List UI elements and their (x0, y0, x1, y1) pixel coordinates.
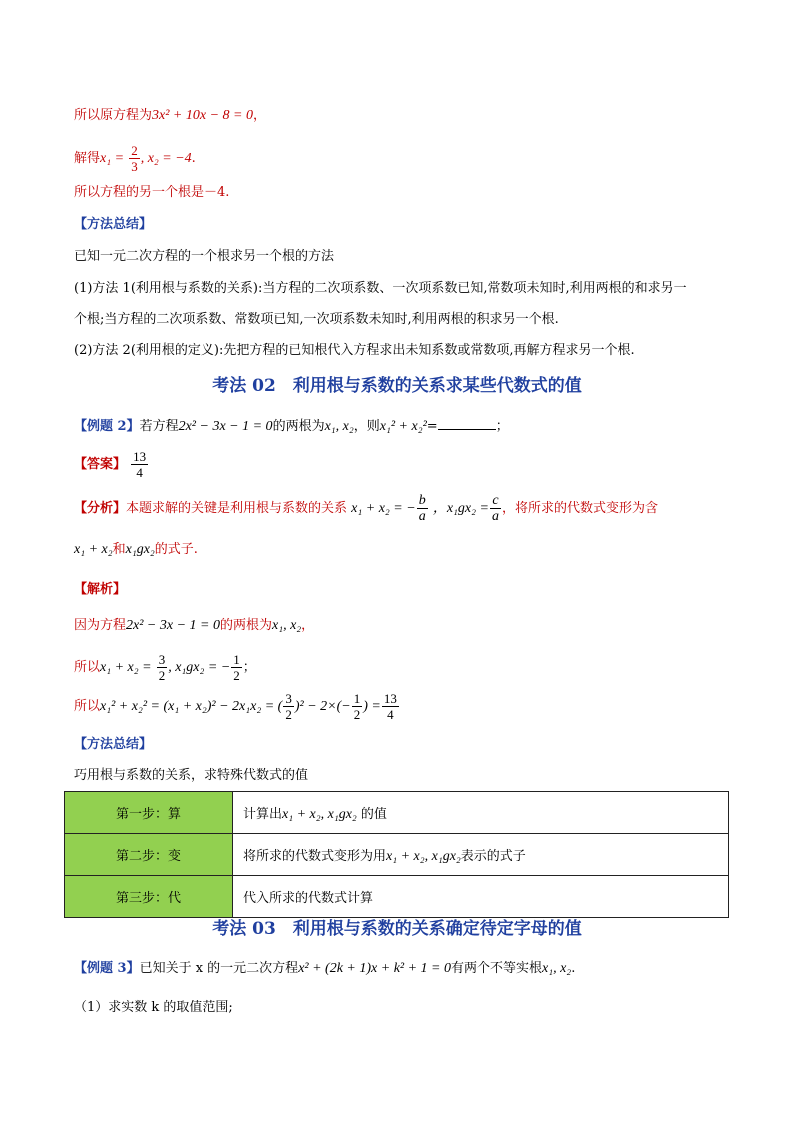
answer-tag: 【答案】 (74, 457, 127, 472)
fraction: $\frac{2}{3}$ (131, 143, 138, 174)
text: 和 (112, 542, 126, 557)
method-summary-title-1: 【方法总结】 (74, 217, 153, 232)
fraction: $\frac{13}{4}$ (383, 691, 397, 722)
text: 因为方程 (74, 618, 127, 633)
text: 所以 (74, 699, 101, 714)
example-3-question-1: （1）求实数 k 的取值范围; (74, 1000, 233, 1015)
text: . (191, 151, 196, 166)
text: ，将所求的代数式变形为含 (501, 501, 658, 516)
method-summary-intro-2: 巧用根与系数的关系，求特殊代数式的值 (74, 768, 309, 783)
math: x₁² + x₂² (379, 419, 427, 434)
step-label: 第一步：算 (65, 792, 233, 834)
example-tag: 【例题 3】 (74, 961, 140, 976)
math: x₁ = (100, 151, 125, 166)
text: 已知关于 x 的一元二次方程 (139, 961, 299, 976)
equation: 2x² − 3x − 1 = 0 (178, 419, 273, 434)
text: 所以原方程为 (74, 108, 153, 123)
math: , x₁gx₂ = − (168, 660, 231, 675)
fraction: $\frac{3}{2}$ (158, 652, 166, 683)
table-row (65, 876, 729, 918)
example-3 (74, 960, 575, 978)
step-description: 将所求的代数式变形为用x₁ + x₂, x₁gx₂表示的式子 (233, 834, 729, 876)
analysis-line-2 (74, 541, 198, 559)
math: x₁, x₂ (542, 961, 572, 976)
math: x₁ + x₂ = − (351, 501, 416, 516)
method-2-line: (2)方法 2(利用根的定义):先把方程的已知根代入方程求出未知系数或常数项,再解方程求另一个根. (74, 343, 635, 358)
text: 的两根为 (219, 618, 272, 633)
text: . (571, 961, 576, 976)
equation: 3x² + 10x − 8 = 0 (152, 108, 253, 123)
equation: 2x² − 3x − 1 = 0 (126, 618, 220, 633)
solution-line-1 (74, 107, 266, 125)
step-label: 第二步：变 (65, 834, 233, 876)
answer-blank (438, 417, 496, 430)
text: ， (252, 108, 266, 123)
analysis-tag: 【分析】 (74, 501, 127, 516)
analysis-line-1 (74, 492, 658, 526)
table-row (65, 834, 729, 876)
method-1-line-a: (1)方法 1(利用根与系数的关系):当方程的二次项系数、一次项系数已知,常数项未知时,利用两根的和求另一 (74, 281, 687, 296)
text: 解得 (74, 151, 101, 166)
solution-step-1 (74, 617, 314, 635)
solution-step-3 (74, 690, 400, 724)
steps-table (64, 791, 729, 918)
text: 的两根为 (272, 419, 325, 434)
text: = (426, 419, 438, 434)
text: ，则 (353, 419, 380, 434)
math: x₁² + x₂² = (x₁ + x₂)² − 2x₁x₂ = ( (100, 699, 283, 714)
text: ， (301, 618, 315, 633)
math: x₁ + x₂ = (100, 660, 152, 675)
step-description: 计算出x₁ + x₂, x₁gx₂ 的值 (233, 792, 729, 834)
answer-fraction: $\frac{13}{4}$ (133, 449, 147, 480)
example-tag: 【例题 2】 (74, 419, 140, 434)
method-summary-intro-1: 已知一元二次方程的一个根求另一个根的方法 (74, 249, 335, 264)
method-summary-title-2: 【方法总结】 (74, 737, 153, 752)
solution-step-2 (74, 651, 256, 685)
text: 有两个不等实根 (451, 961, 543, 976)
math: x₁, x₂ (272, 618, 302, 633)
text: ； (495, 419, 509, 434)
method-1-line-b: 个根;当方程的二次项系数、常数项已知,一次项系数未知时,利用两根的积求另一个根. (74, 312, 559, 327)
example-2 (74, 417, 509, 436)
math: ，x₁gx₂ = (432, 501, 489, 516)
solution-line-3: 所以方程的另一个根是－4. (74, 185, 230, 200)
math: x₁gx₂ (125, 542, 155, 557)
fraction: $\frac{b}{a}$ (418, 493, 426, 524)
text: 本题求解的关键是利用根与系数的关系 (126, 501, 348, 516)
step-label: 第三步：代 (65, 876, 233, 918)
math: x₁, x₂ (324, 419, 354, 434)
math: )² − 2×(− (294, 699, 351, 714)
answer-line (74, 448, 149, 482)
table-row (65, 792, 729, 834)
step-description: 代入所求的代数式计算 (233, 876, 729, 918)
text: 的式子. (154, 542, 198, 557)
fraction: $\frac{1}{2}$ (353, 691, 361, 722)
text: 若方程 (139, 419, 179, 434)
math: , x₂ = −4 (140, 151, 192, 166)
section-heading-03: 考法 03 利用根与系数的关系确定待定字母的值 (212, 919, 582, 939)
solution-tag: 【解析】 (74, 582, 127, 597)
equation: x² + (2k + 1)x + k² + 1 = 0 (298, 961, 451, 976)
fraction: $\frac{3}{2}$ (285, 691, 292, 722)
math: ) = (363, 699, 381, 714)
fraction: $\frac{1}{2}$ (233, 652, 240, 683)
text: ； (242, 660, 256, 675)
text: 所以 (74, 660, 101, 675)
math: x₁ + x₂ (74, 542, 113, 557)
section-heading-02: 考法 02 利用根与系数的关系求某些代数式的值 (212, 376, 582, 396)
solution-line-2 (74, 142, 196, 176)
fraction: $\frac{c}{a}$ (491, 493, 499, 524)
